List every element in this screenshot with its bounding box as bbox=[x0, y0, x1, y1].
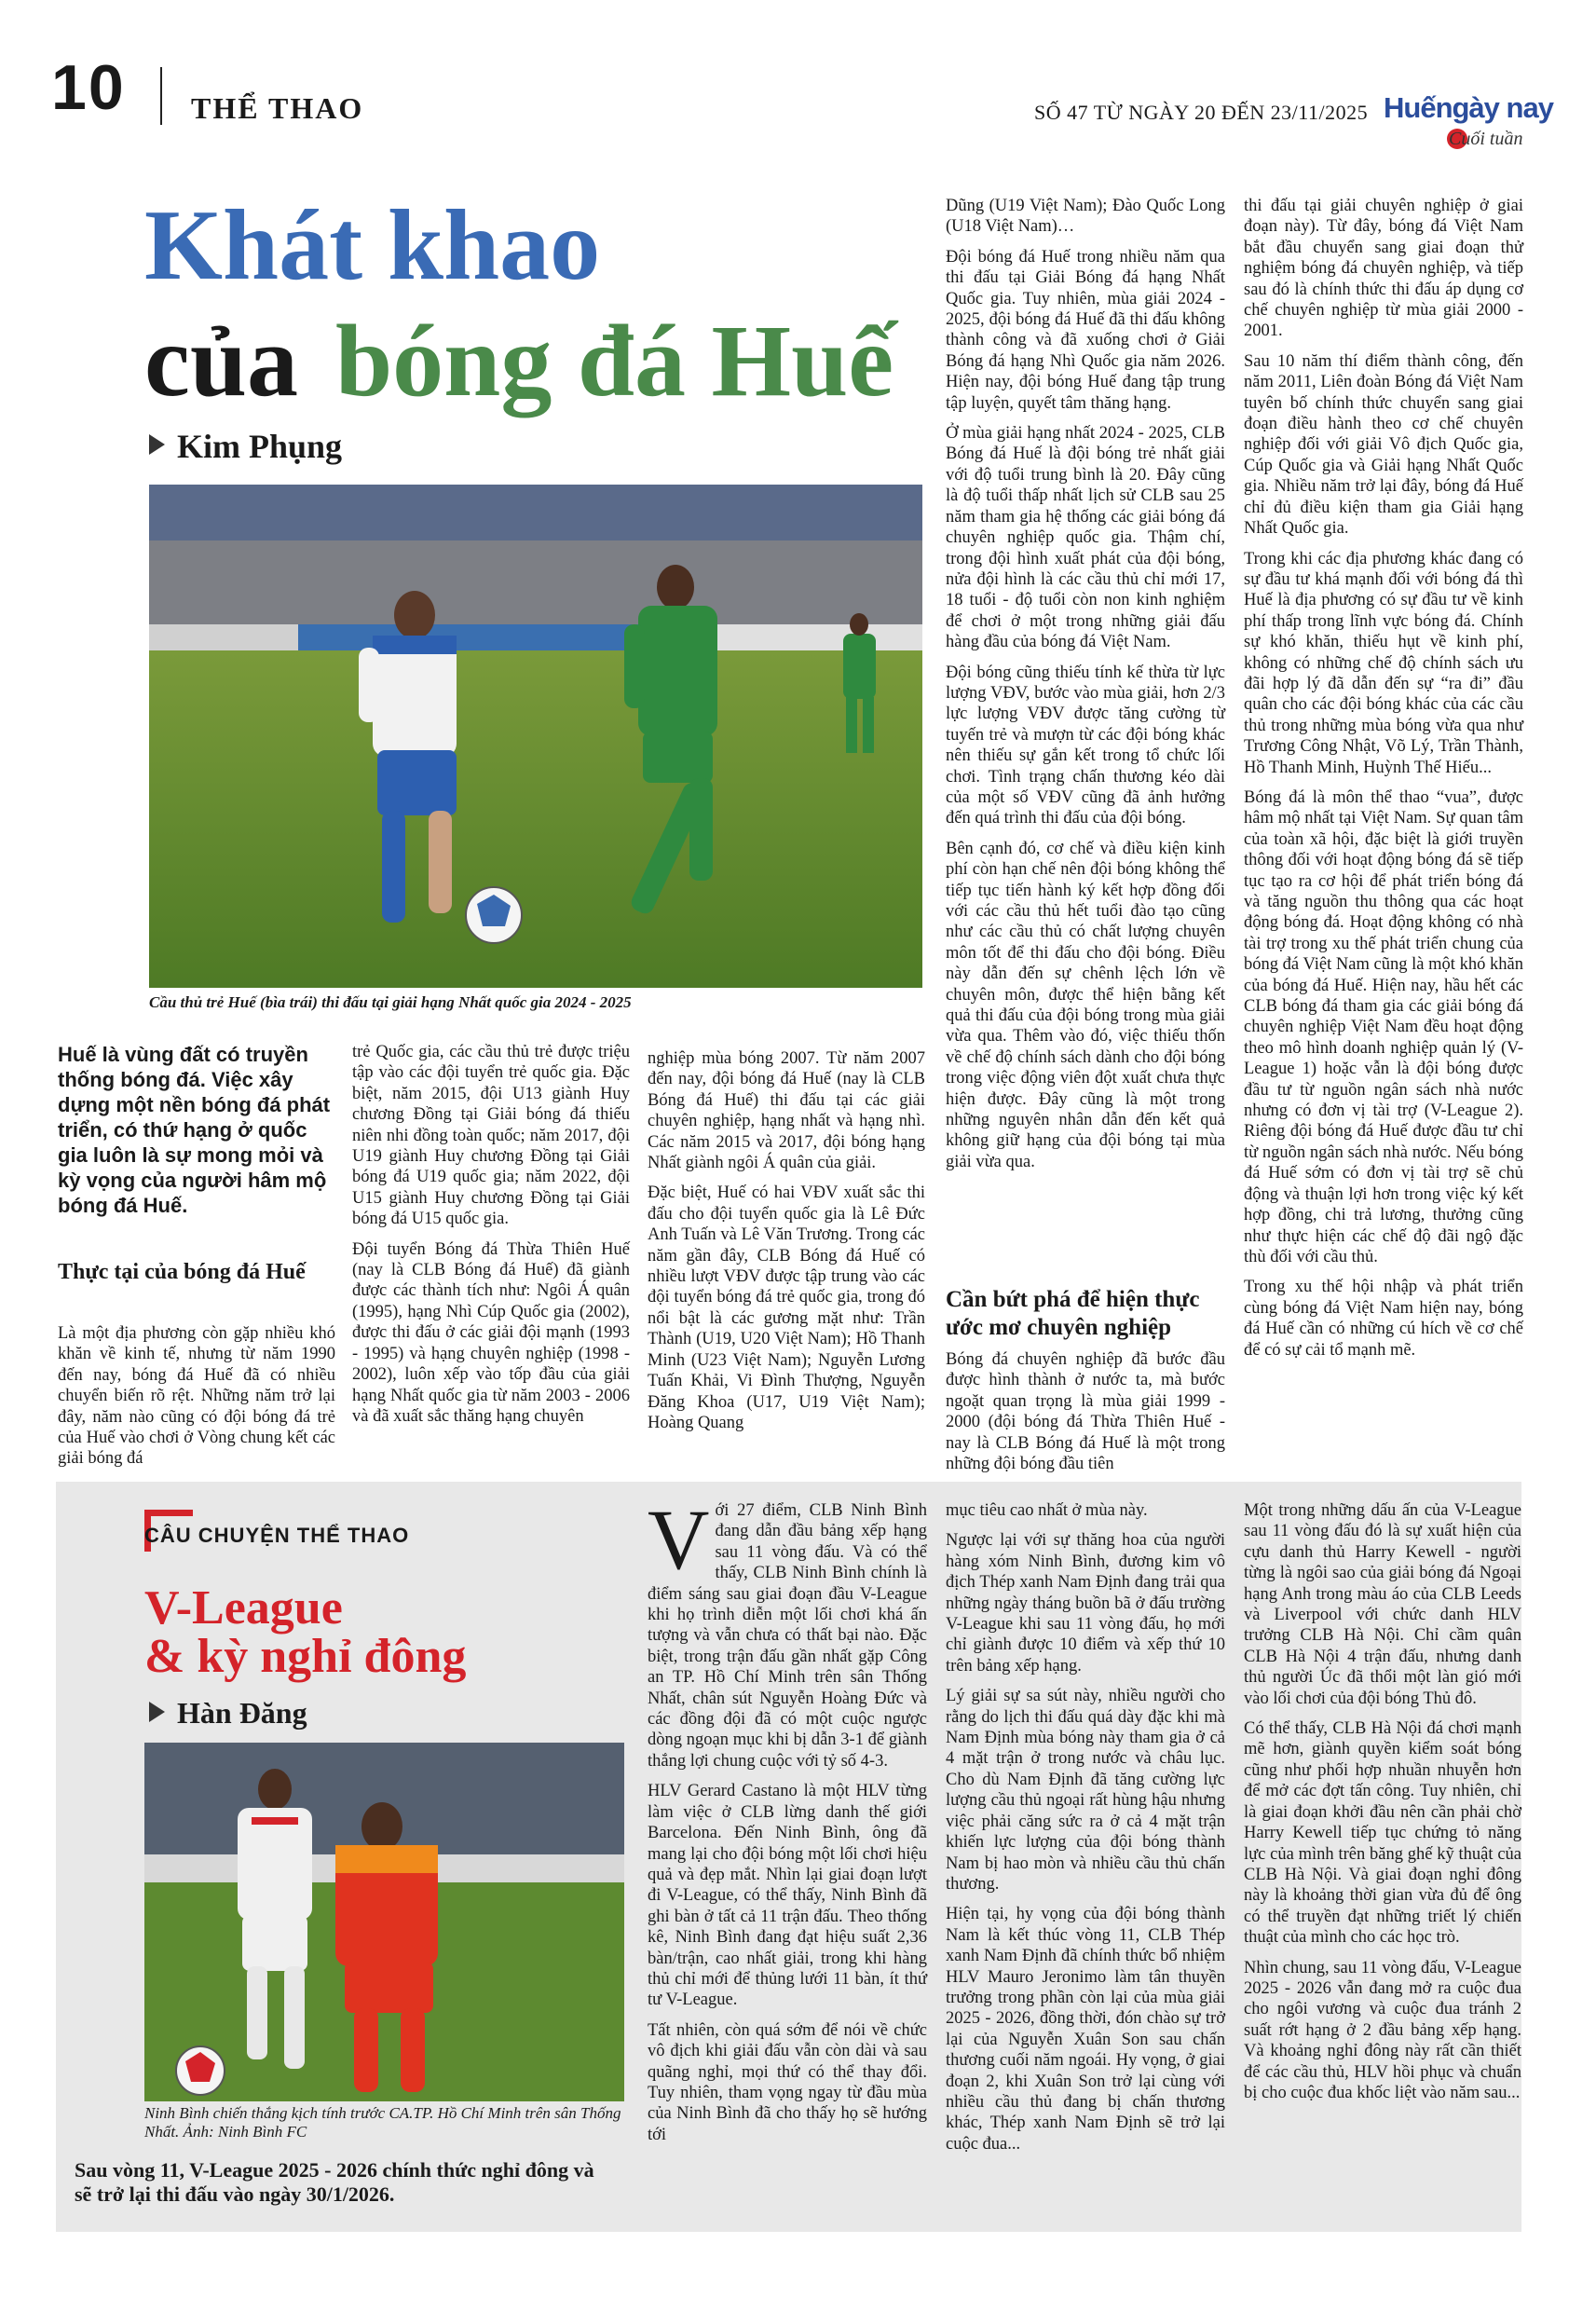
paragraph: Đội bóng cũng thiếu tính kế thừa từ lực lượng VĐV, bước vào mùa giải, hơn 2/3 lực lượng VĐV được tăng cường từ tuyến trẻ và mượn từ các đội bóng khác nên thiếu sự gắn kết trong tổ chức lối chơi. Tình trạng chấn thương kéo dài của một số VĐV cũng đã ảnh hưởng đến quá trình thi đấu của đội bóng. bbox=[946, 663, 1225, 828]
article-title-line2-b: bóng đá Huế bbox=[335, 304, 894, 417]
paragraph: Có thể thấy, CLB Hà Nội đá chơi mạnh mẽ hơn, giành quyền kiểm soát bóng cũng như phối hợp nhuần nhuyễn hơn để mở các đợt tấn công. Tuy nhiên, chỉ là giai đoạn khởi đầu nên cần phải chờ Harry Kewell tiếp tục chứng tỏ năng lực của mình trên băng ghế kỹ thuật của CLB Hà Nội. Và giai đoạn nghỉ đông này là khoảng thời gian vừa đủ để ông có thể truyền đạt những triết lý chiến thuật của mình cho các học trò. bbox=[1244, 1719, 1521, 1948]
paragraph: Ở mùa giải hạng nhất 2024 - 2025, CLB Bóng đá Huế là đội bóng trẻ nhất giải với độ tuổi trung bình là 20. Đây cũng là độ tuổi thấp nhất lịch sử CLB sau 25 năm tham gia hệ thống các giải bóng đá chuyên nghiệp quốc gia. Thậm chí, trong đội hình xuất phát của đội bóng, nửa đội hình là các cầu thủ chỉ mới 17, 18 tuổi - độ tuổi còn non kinh nghiệm để chơi ở một trong những giải đấu hàng đầu của bóng đá Việt Nam. bbox=[946, 424, 1225, 652]
vleague-match-photo-icon bbox=[144, 1743, 624, 2101]
article-column-1 bbox=[58, 1323, 335, 1479]
article-column-2 bbox=[352, 1042, 630, 1436]
subheading-reality: Thực tại của bóng đá Huế bbox=[58, 1260, 306, 1284]
paragraph: Lý giải sự sa sút này, nhiều người cho rằng do lịch thi đấu quá dày đặc khi mà Nam Định mùa bóng này tham gia ở cả 4 mặt trận ở trong nước và châu lục. Cho dù Nam Định đã tăng cường lực lượng cầu thủ ngoại rất hùng hậu nhưng việc phải căng sức ra ở cả 4 mặt trận khiến lực lượng của đội bóng thành Nam bị hao mòn và nhiều cầu thủ chấn thương. bbox=[946, 1687, 1225, 1894]
article-author: Kim Phụng bbox=[177, 428, 343, 465]
paragraph: Bóng đá chuyên nghiệp đã bước đầu được hình thành ở nước ta, mà bước ngoặt quan trọng là mùa giải 1999 - 2000 (đội bóng đá Thừa Thiên Huế - nay là CLB Bóng đá Huế là một trong những đội bóng đầu tiên bbox=[946, 1350, 1225, 1474]
publication-logo-sub: Cuối tuần bbox=[1449, 129, 1523, 149]
article-lead: Huế là vùng đất có truyền thống bóng đá. Việc xây dựng một nền bóng đá phát triển, có thứ hạng ở quốc gia luôn là sự mong mỏi và kỳ vọng của người hâm mộ bóng đá Huế. bbox=[58, 1043, 331, 1217]
header-divider bbox=[160, 67, 162, 125]
box-title-line1: V-League bbox=[144, 1581, 343, 1635]
paragraph: Bên cạnh đó, cơ chế và điều kiện kinh phí còn hạn chế nên đội bóng không thể tiếp tục tiến hành ký kết hợp đồng đối với các cầu thủ hết tuổi đào tạo cũng như các cầu thủ có chất lượng chuyên môn tốt để thi đấu cho đội bóng. Điều này dẫn đến sự chênh lệch lớn về chuyên môn, được thể hiện bằng kết quả thi đấu của đội bóng trong mùa giải vừa qua. Thêm vào đó, việc thiếu thốn về chế độ chính sách dành cho đội bóng trong việc động viên đột xuất chưa thực hiện được. Đây cũng là một trong những nguyên nhân dẫn đến kết quả không giữ hạng của đội bóng tại mùa giải vừa qua. bbox=[946, 839, 1225, 1171]
football-match-photo-icon bbox=[149, 485, 922, 988]
article-column-3 bbox=[648, 1048, 925, 1443]
article-photo bbox=[149, 485, 922, 988]
box-author: Hàn Đăng bbox=[177, 1696, 307, 1730]
article-title-line2-a: của bbox=[144, 304, 298, 417]
drop-cap: V bbox=[648, 1492, 710, 1587]
paragraph: Đặc biệt, Huế có hai VĐV xuất sắc thi đấu cho đội tuyển quốc gia là Lê Đức Anh Tuấn và Lê Văn Trương. Trong các năm gần đây, CLB Bóng đá Huế có nhiều lượt VĐV được tập trung vào các đội tuyển bóng đá trẻ quốc gia, trong đó nổi bật là các gương mặt như: Trần Thành (U19, U20 Việt Nam); Hồ Thanh Minh (U23 Việt Nam); Nguyễn Lương Tuấn Khải, Vi Đình Thượng, Nguyễn Đăng Khoa (U17, U19 Việt Nam); Hoàng Quang bbox=[648, 1183, 925, 1432]
paragraph: Trong khi các địa phương khác đang có sự đầu tư khá mạnh đối với bóng đá thì Huế là địa phương có sự đầu tư về kinh phí thấp trong lĩnh vực bóng đá. Chính sự khó khăn, thiếu hụt về kinh phí, không có những chế độ chính sách ưu đãi hợp lý đã dẫn đến sự “ra đi” đầu quân cho các đội bóng khác của các cầu thủ trong những mùa bóng vừa qua như Trương Công Nhật, Võ Lý, Trần Thành, Hồ Thanh Minh, Huỳnh Thế Hiếu... bbox=[1244, 549, 1523, 777]
article-column-4 bbox=[946, 196, 1225, 1182]
paragraph: nghiệp mùa bóng 2007. Từ năm 2007 đến nay, đội bóng đá Huế (nay là CLB Bóng đá Huế) thi đấu tại các giải chuyên nghiệp, hạng nhất và hạng nhì. Các năm 2015 và 2017, đội bóng hạng Nhất giành ngôi Á quân của giải. bbox=[648, 1049, 925, 1173]
photo-caption: Cầu thủ trẻ Huế (bìa trái) thi đấu tại giải hạng Nhất quốc gia 2024 - 2025 bbox=[149, 993, 632, 1011]
paragraph: Bóng đá là môn thể thao “vua”, được hâm mộ nhất tại Việt Nam. Sự quan tâm của toàn xã hội, đặc biệt là giới truyền thông đối với hoạt động bóng đá sẽ tiếp tục tạo ra cơ hội để phát triển bóng đá và tăng nguồn thu thông qua các hoạt động bóng đá. Hoạt động không có nhà tài trợ trong xu thế phát triển chung của bóng đá Việt Nam cũng là một khó khăn của bóng đá Huế. Hiện nay, hầu hết các CLB bóng đá tham gia các giải bóng đá chuyên nghiệp Việt Nam đều hoạt động theo mô hình doanh nghiệp quản lý (V-League 1) hoặc vẫn là đội bóng được đầu tư từ nguồn ngân sách nhà nước nhưng có đơn vị tài trợ (V-League 2). Riêng đội bóng đá Huế được đầu tư chỉ từ nguồn ngân sách nhà nước. Nếu bóng đá Huế sớm có đơn vị tài trợ sẽ chủ động và thuận lợi hơn trong việc ký kết hợp đồng, chi trả lương, thưởng cũng như thực hiện các chế độ đãi ngộ đặc thù đối với cầu thủ. bbox=[1244, 787, 1523, 1266]
box-photo bbox=[144, 1743, 624, 2101]
article-column-5 bbox=[1244, 196, 1523, 1370]
paragraph: mục tiêu cao nhất ở mùa này. bbox=[946, 1501, 1148, 1520]
paragraph: Đội tuyển Bóng đá Thừa Thiên Huế (nay là CLB Bóng đá Huế) đã giành được các thành tích như: Ngôi Á quân (1995), hạng Nhì Cúp Quốc gia (2002), được thi đấu ở các giải đội mạnh (1993 - 1995) và hạng chuyên nghiệp (1998 - 2002), luôn xếp vào tốp đầu của giải hạng Nhất quốc gia từ năm 2003 - 2006 và đã xuất sắc thăng hạng chuyên bbox=[352, 1239, 630, 1426]
paragraph: Với 27 điểm, CLB Ninh Bình đang dẫn đầu bảng xếp hạng sau 11 vòng đấu. Và có thể thấy, CLB Ninh Bình chính là điểm sáng sau giai đoạn đầu V-League khi họ trình diễn một lối chơi khá ấn tượng và vẫn chưa có thất bại nào. Đặc biệt, trong trận đấu gần nhất gặp Công an TP. Hồ Chí Minh trên sân Thống Nhất, chân sút Nguyễn Hoàng Đức và các đồng đội đã có một cuộc ngược dòng ngoạn mục khi bị dẫn 3-1 để giành thắng lợi chung cuộc với tỷ số 4-3. bbox=[648, 1492, 927, 1771]
paragraph: Nhìn chung, sau 11 vòng đấu, V-League 2025 - 2026 vẫn đang mở ra cuộc đua cho ngôi vương và cuộc đua tránh 2 suất rớt hạng ở 2 đầu bảng xếp hạng. Và khoảng nghỉ đông này rất cần thiết để các cầu thủ, HLV hồi phục và chuẩn bị cho cuộc đua khốc liệt vào năm sau... bbox=[1244, 1958, 1521, 2102]
paragraph: Tất nhiên, còn quá sớm để nói về chức vô địch khi giải đấu vẫn còn dài và sau quãng nghỉ, mọi thứ có thể thay đổi. Tuy nhiên, tham vọng ngay từ đầu mùa của Ninh Bình đã cho thấy họ sẽ hướng tới bbox=[648, 2020, 927, 2144]
box-lead: Sau vòng 11, V-League 2025 - 2026 chính thức nghỉ đông và sẽ trở lại thi đấu vào ngày 30/1/2026. bbox=[75, 2158, 594, 2206]
article-column-4b bbox=[946, 1349, 1225, 1484]
paragraph: Sau 10 năm thí điểm thành công, đến năm 2011, Liên đoàn Bóng đá Việt Nam tuyên bố chính thức chuyển sang giai đoạn điều hành theo cơ chế chuyên nghiệp đối với giải Vô địch Quốc gia, Cúp Quốc gia và Giải hạng Nhất Quốc gia. Nhiều năm trở lại đây, bóng đá Huế chỉ đủ điều kiện tham gia Giải hạng Nhất Quốc gia. bbox=[1244, 351, 1523, 539]
publication-logo: Huếngày nay bbox=[1384, 91, 1553, 124]
paragraph: Đội bóng đá Huế trong nhiều năm qua thi đấu tại Giải Bóng đá hạng Nhất Quốc gia. Tuy nhiên, mùa giải 2024 - 2025, đội bóng đá Huế đã thi đấu không thành công và đã xuống chơi ở Giải Bóng đá hạng Nhì Quốc gia năm 2026. Hiện nay, đội bóng Huế đang tập trung tập luyện, quyết tâm thăng hạng. bbox=[946, 247, 1225, 413]
paragraph: Trong xu thế hội nhập và phát triển cùng bóng đá Việt Nam hiện nay, bóng đá Huế cần có những cú hích về cơ chế để có sự cải tổ mạnh mẽ. bbox=[1244, 1278, 1523, 1360]
byline-arrow-icon bbox=[149, 1702, 165, 1722]
paragraph: trẻ Quốc gia, các cầu thủ trẻ được triệu tập vào các đội tuyển trẻ quốc gia. Đặc biệt, năm 2015, đội U13 giành Huy chương Đồng tại Giải bóng đá thiếu niên nhi đồng toàn quốc; năm 2017, đội U19 giành Huy chương Đồng tại Giải bóng đá U19 quốc gia; năm 2022, đội U15 giành Huy chương Đồng tại Giải bóng đá U15 quốc gia. bbox=[352, 1043, 630, 1229]
box-column-2 bbox=[946, 1500, 1225, 2164]
byline-arrow-icon bbox=[149, 434, 165, 455]
box-photo-caption: Ninh Bình chiến thắng kịch tính trước CA.TP. Hồ Chí Minh trên sân Thống Nhất. Ảnh: Ninh Bình FC bbox=[144, 2104, 621, 2141]
paragraph: Là một địa phương còn gặp nhiều khó khăn về kinh tế, nhưng từ năm 1990 đến nay, bóng đá Huế đã có nhiều chuyển biến rõ rệt. Những năm trở lại đây, năm nào cũng có đội bóng đá trẻ của Huế vào chơi ở Vòng chung kết các giải bóng đá bbox=[58, 1324, 335, 1469]
section-title: THỂ THAO bbox=[191, 91, 364, 125]
box-column-3 bbox=[1244, 1500, 1521, 2113]
box-section-label: CÂU CHUYỆN THỂ THAO bbox=[144, 1524, 410, 1547]
article-title-line1: Khát khao bbox=[144, 190, 601, 301]
paragraph: Hiện tại, hy vọng của đội bóng thành Nam là kết thúc vòng 11, CLB Thép xanh Nam Định đã chính thức bổ nhiệm HLV Mauro Jeronimo làm tân thuyền trưởng trong phần còn lại của mùa giải 2025 - 2026, đồng thời, đón chào sự trở lại của Nguyễn Xuân Son sau chấn thương cuối năm ngoái. Hy vọng, ở giai đoạn 2, khi Xuân Son trở lại cùng với nhiều cầu thủ đang bị chấn thương khác, Thép xanh Nam Định sẽ trở lại cuộc đua... bbox=[946, 1905, 1225, 2154]
page-number: 10 bbox=[51, 52, 126, 123]
paragraph: thi đấu tại giải chuyên nghiệp ở giai đoạn này). Từ đây, bóng đá Việt Nam bắt đầu chuyển sang giai đoạn thử nghiệm bóng đá chuyên nghiệp, và tiếp sau đó là chính thức thi đấu áp dụng cơ chế chuyên nghiệp từ mùa giải 2000 - 2001. bbox=[1244, 197, 1523, 341]
paragraph: Ngược lại với sự thăng hoa của người hàng xóm Ninh Bình, đương kim vô địch Thép xanh Nam Định đang trải qua những ngày tháng buồn bã ở đấu trường V-League khi sau 11 vòng đấu, họ mới chỉ giành được 10 điểm và xếp thứ 10 trên bảng xếp hạng. bbox=[946, 1531, 1225, 1676]
issue-info: SỐ 47 TỪ NGÀY 20 ĐẾN 23/11/2025 bbox=[1034, 101, 1369, 124]
subheading-breakthrough: Cần bứt phá để hiện thực ước mơ chuyên nghiệp bbox=[946, 1287, 1200, 1340]
box-column-1 bbox=[648, 1492, 927, 2155]
box-title-line2: & kỳ nghỉ đông bbox=[144, 1630, 467, 1683]
paragraph: Dũng (U19 Việt Nam); Đào Quốc Long (U18 Việt Nam)… bbox=[946, 197, 1225, 237]
paragraph: HLV Gerard Castano là một HLV từng làm việc ở CLB lừng danh thế giới Barcelona. Đến Ninh Bình, ông đã mang lại cho đội bóng một lối chơi hiệu quả và đẹp mắt. Nhìn lại giai đoạn lượt đi V-League, có thể thấy, Ninh Bình đã ghi bàn ở tất cả 11 trận đấu. Theo thống kê, Ninh Bình đang đạt hiệu suất 2,36 bàn/trận, cao nhất giải, trong khi hàng thủ chỉ mới để thủng lưới 11 bàn, ít thứ tư V-League. bbox=[648, 1782, 927, 2010]
paragraph: Một trong những dấu ấn của V-League sau 11 vòng đấu đó là sự xuất hiện của cựu danh thủ Harry Kewell - người từng là ngôi sao của giải bóng đá Ngoại hạng Anh trong màu áo của CLB Leeds và Liverpool với chức danh HLV trưởng CLB Hà Nội. Chỉ cầm quân CLB Hà Nội 4 trận đấu, nhưng danh thủ người Úc đã thổi một làn gió mới vào lối chơi của đội bóng Thủ đô. bbox=[1244, 1501, 1521, 1708]
